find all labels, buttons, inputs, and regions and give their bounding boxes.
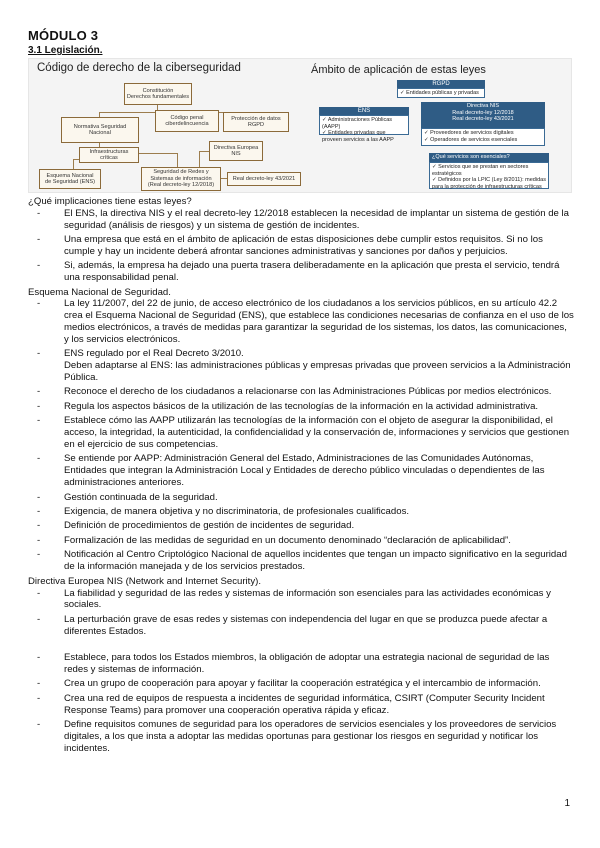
nis-eu-box: Directiva Europea NIS [209, 141, 263, 161]
ens-table-rows [319, 115, 409, 143]
list-item: - La fiabilidad y seguridad de las redes y sistemas de información son esenciales para las actividades económicas y sociales. [28, 588, 574, 612]
list-item: - Formalización de las medidas de seguridad en un documento denominado “declaración de aplicabilidad”. [28, 535, 574, 547]
rgpd-table-head: RGPD [397, 80, 485, 88]
list-item: - Reconoce el derecho de los ciudadanos a relacionarse con las Administraciones Públicas por medios electrónicos. [28, 386, 574, 398]
nis-table-rows [421, 128, 545, 146]
essential-row-sectors: ✓ Servicios que se prestan en sectores estratégicos [432, 164, 529, 177]
right-figure-title: Ámbito de aplicación de estas leyes [311, 64, 486, 76]
nis-table-head: Directiva NIS Real decreto-ley 12/2018 Real decreto-ley 43/2021 [421, 102, 545, 128]
list-item: - Gestión continuada de la seguridad. [28, 492, 574, 504]
networks-box: Seguridad de Redes y Sistemas de información (Real decreto-ley 12/2018) [141, 167, 221, 191]
ens-row-aapp: ✓ Administraciones Públicas (AAPP) [322, 117, 393, 130]
section-heading-nis: Directiva Europea NIS (Network and Internet Security). [28, 575, 262, 587]
essential-question-rows [429, 162, 549, 189]
list-item: - El ENS, la directiva NIS y el real decreto-ley 12/2018 establecen la necesidad de implantar un sistema de gestión de la seguridad (análisis de riesgos) y un sistema de gestión de incidentes. [28, 208, 574, 232]
list-item: - Crea una red de equipos de respuesta a incidentes de seguridad informática, CSIRT (Computer Security Incident Response Teams) para promover una cooperación operativa rápida y eficaz. [28, 693, 574, 717]
penal-code-box: Código penal ciberdelincuencia [155, 110, 219, 132]
essential-question-head: ¿Qué servicios son esenciales? [429, 153, 549, 162]
module-title: MÓDULO 3 [28, 28, 99, 43]
page-number: 1 [564, 798, 570, 809]
ens-row-private: ✓ Entidades privadas que proveen servicios a las AAPP [322, 130, 394, 143]
essential-row-lpic: ✓ Definidos por la LPIC (Ley 8/2011): medidas para la protección de infraestructuras críticas [432, 177, 546, 190]
nis-row-essential: ✓ Operadores de servicios esenciales [424, 136, 518, 143]
section-heading-implications: ¿Qué implicaciones tiene estas leyes? [28, 196, 192, 207]
infra-box: Infraestructuras críticas [79, 147, 139, 163]
rgpd-box: Protección de datos RGPD [223, 112, 289, 132]
list-item: - Establece, para todos los Estados miembros, la obligación de adoptar una estrategia nacional de seguridad de las redes y sistemas de información. [28, 652, 574, 676]
ens-box: Esquema Nacional de Seguridad (ENS) [39, 169, 101, 189]
body-text [28, 196, 574, 757]
ens-list [28, 298, 574, 573]
list-item: - Establece cómo las AAPP utilizarán las tecnologías de la información con el objeto de asegurar la disponibilidad, el acceso, la integridad, la autenticidad, la confidencialidad y la conservación de, informaciones y servicios que gestionen en el ejercicio de sus competencias. [28, 415, 574, 450]
list-item: - Exigencia, de manera objetiva y no discriminatoria, de profesionales cualificados. [28, 506, 574, 518]
section-title: 3.1 Legislación. [28, 45, 103, 56]
list-item: - Una empresa que está en el ámbito de aplicación de estas disposiciones debe cumplir estos requisitos. Si no los cumple y hay un incidente deberá afrontar sanciones administrativas y sanciones por daños y perjuicios. [28, 234, 574, 258]
normative-box: Normativa Seguridad Nacional [61, 117, 139, 143]
implications-list [28, 208, 574, 284]
constitution-box: Constitución Derechos fundamentales [124, 83, 192, 105]
list-item: - ENS regulado por el Real Decreto 3/2010. Deben adaptarse al ENS: las administraciones públicas y empresas privadas que proveen servicios a la Administración Pública. [28, 348, 574, 383]
law-diagram-figure [28, 58, 572, 193]
list-item: - La ley 11/2007, del 22 de junio, de acceso electrónico de los ciudadanos a los servicios públicos, en su artículo 42.2 crea el Esquema Nacional de Seguridad (ENS), que establece las condiciones necesarias de confianza en el uso de los medios electrónicos, a través de medidas para garantizar la seguridad de los sistemas, los datos, las comunicaciones, y los servicios electrónicos. [28, 298, 574, 345]
nis-row-digital: ✓ Proveedores de servicios digitales [424, 130, 514, 136]
ens-table-head: ENS [319, 107, 409, 115]
rgpd-table-row: ✓ Entidades públicas y privadas [397, 88, 485, 98]
list-item: - Define requisitos comunes de seguridad para los operadores de servicios esenciales y los proveedores de servicios digitales, a los que insta a adoptar las medidas oportunas para gestionar los riesgos en seguridad y notificar los incidentes. [28, 719, 574, 754]
left-figure-title: Código de derecho de la ciberseguridad [37, 62, 241, 74]
nis-list [28, 588, 574, 638]
section-heading-ens: Esquema Nacional de Seguridad. [28, 286, 171, 298]
list-item: - Si, además, la empresa ha dejado una puerta trasera deliberadamente en la aplicación que presta el servicio, tendrá una responsabilidad penal. [28, 260, 574, 284]
nis-list-continued [28, 652, 574, 754]
rd-43-2021-box: Real decreto-ley 43/2021 [227, 172, 301, 186]
list-item: - Crea un grupo de cooperación para apoyar y facilitar la cooperación estratégica y el intercambio de información. [28, 678, 574, 690]
list-item: - Definición de procedimientos de gestión de incidentes de seguridad. [28, 520, 574, 532]
list-item: - Notificación al Centro Criptológico Nacional de aquellos incidentes que tengan un impacto significativo en la seguridad de la información manejada y de los servicios prestados. [28, 549, 574, 573]
list-item: - Se entiende por AAPP: Administración General del Estado, Administraciones de las Comunidades Autónomas, Entidades que integran la Administración Local y Entidades de derecho público vinculadas o dependientes de las administraciones anteriores. [28, 453, 574, 488]
list-item: - La perturbación grave de esas redes y sistemas con independencia del lugar en que se produzca puede afectar a diferentes Estados. [28, 614, 574, 638]
list-item: - Regula los aspectos básicos de la utilización de las tecnologías de la información en la actividad administrativa. [28, 401, 574, 413]
